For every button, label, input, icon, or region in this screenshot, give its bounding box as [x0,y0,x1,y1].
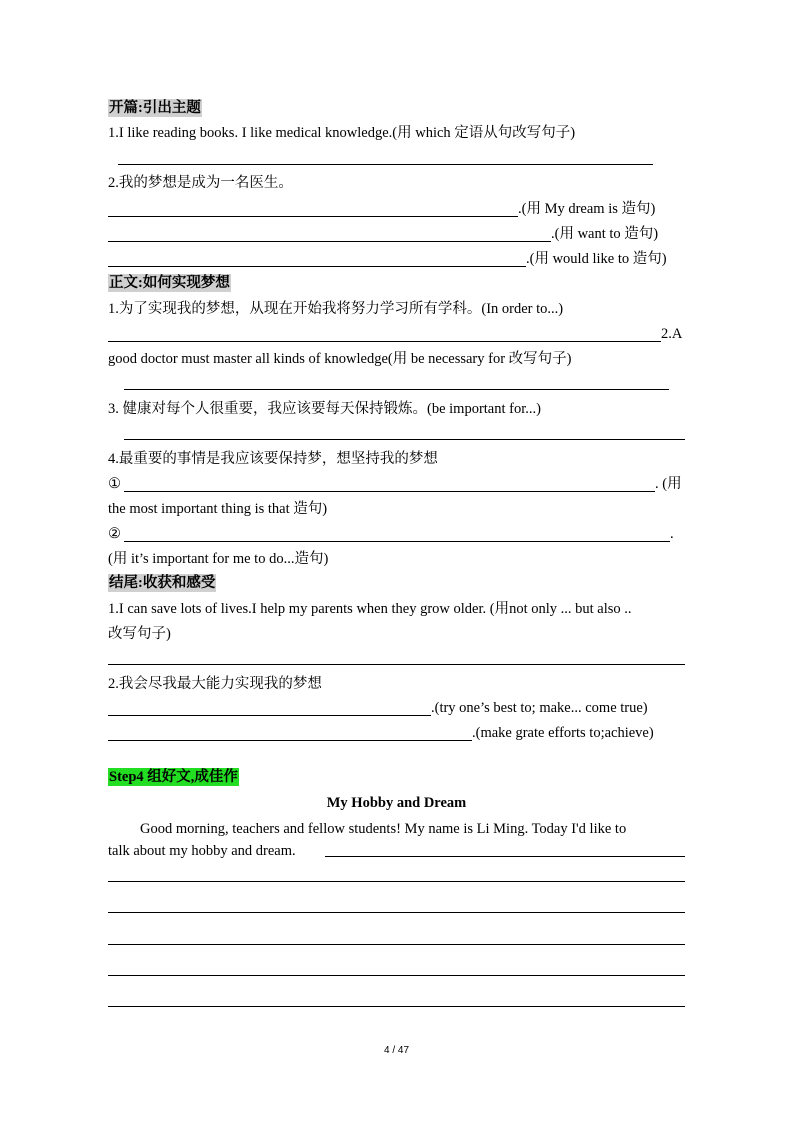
body-question-3: 3. 健康对每个人很重要，我应该要每天保持锻炼。(be important for...) [108,401,541,417]
answer-line[interactable] [108,341,661,342]
hint-1-continuation: the most important thing is that 造句) [108,501,328,517]
page-number: 4 / 47 [383,1045,410,1056]
section-heading-body: 正文:如何实现梦想 [109,275,230,291]
answer-line[interactable] [118,164,653,165]
hint-1-end: . (用 [655,476,682,492]
ending-question-1-line-2: 改写句子) [108,626,171,642]
hint-would-like-to: .(用 would like to 造句) [526,251,667,267]
body-question-4: 4.最重要的事情是我应该要保持梦，想坚持我的梦想 [108,451,438,467]
step4-heading: Step4 组好文,成佳作 [109,769,238,785]
hint-make-great-efforts: .(make grate efforts to;achieve) [472,725,654,741]
ending-question-2: 2.我会尽我最大能力实现我的梦想 [108,676,322,692]
answer-line[interactable] [108,216,518,217]
body-question-1: 1.为了实现我的梦想，从现在开始我将努力学习所有学科。(In order to...) [108,301,564,317]
opening-question-1: 1.I like reading books. I like medical knowledge.(用 which 定语从句改写句子) [108,125,576,141]
essay-line-1: Good morning, teachers and fellow students! My name is Li Ming. Today I'd like to [140,821,627,837]
body-question-2-number: 2.A [661,326,683,342]
section-heading-ending: 结尾:收获和感受 [109,575,216,591]
answer-line[interactable] [108,664,685,665]
answer-line[interactable] [124,491,655,492]
body-question-2: good doctor must master all kinds of knowledge(用 be necessary for 改写句子) [108,351,572,367]
essay-writing-line[interactable] [325,856,685,857]
answer-line[interactable] [108,715,431,716]
hint-try-ones-best: .(try one’s best to; make... come true) [431,700,648,716]
answer-line[interactable] [108,241,551,242]
answer-line[interactable] [108,740,472,741]
answer-line[interactable] [124,389,669,390]
circled-number-1: ① [108,476,121,492]
ending-question-1-line-1: 1.I can save lots of lives.I help my parents when they grow older. (用not only ... but also .. [108,601,632,617]
essay-writing-line[interactable] [108,881,685,882]
opening-question-2: 2.我的梦想是成为一名医生。 [108,175,293,191]
essay-writing-line[interactable] [108,944,685,945]
circled-number-2: ② [108,526,121,542]
section-heading-opening: 开篇:引出主题 [109,100,201,116]
hint-want-to: .(用 want to 造句) [551,226,659,242]
hint-2-end: . [670,526,674,542]
answer-line[interactable] [124,439,685,440]
answer-line[interactable] [108,266,526,267]
essay-line-2: talk about my hobby and dream. [108,843,296,859]
essay-writing-line[interactable] [108,1006,685,1007]
answer-line[interactable] [124,541,670,542]
essay-writing-line[interactable] [108,912,685,913]
hint-my-dream-is: .(用 My dream is 造句) [518,201,656,217]
essay-writing-line[interactable] [108,975,685,976]
essay-title: My Hobby and Dream [326,795,467,811]
hint-2-continuation: (用 it’s important for me to do...造句) [108,551,329,567]
